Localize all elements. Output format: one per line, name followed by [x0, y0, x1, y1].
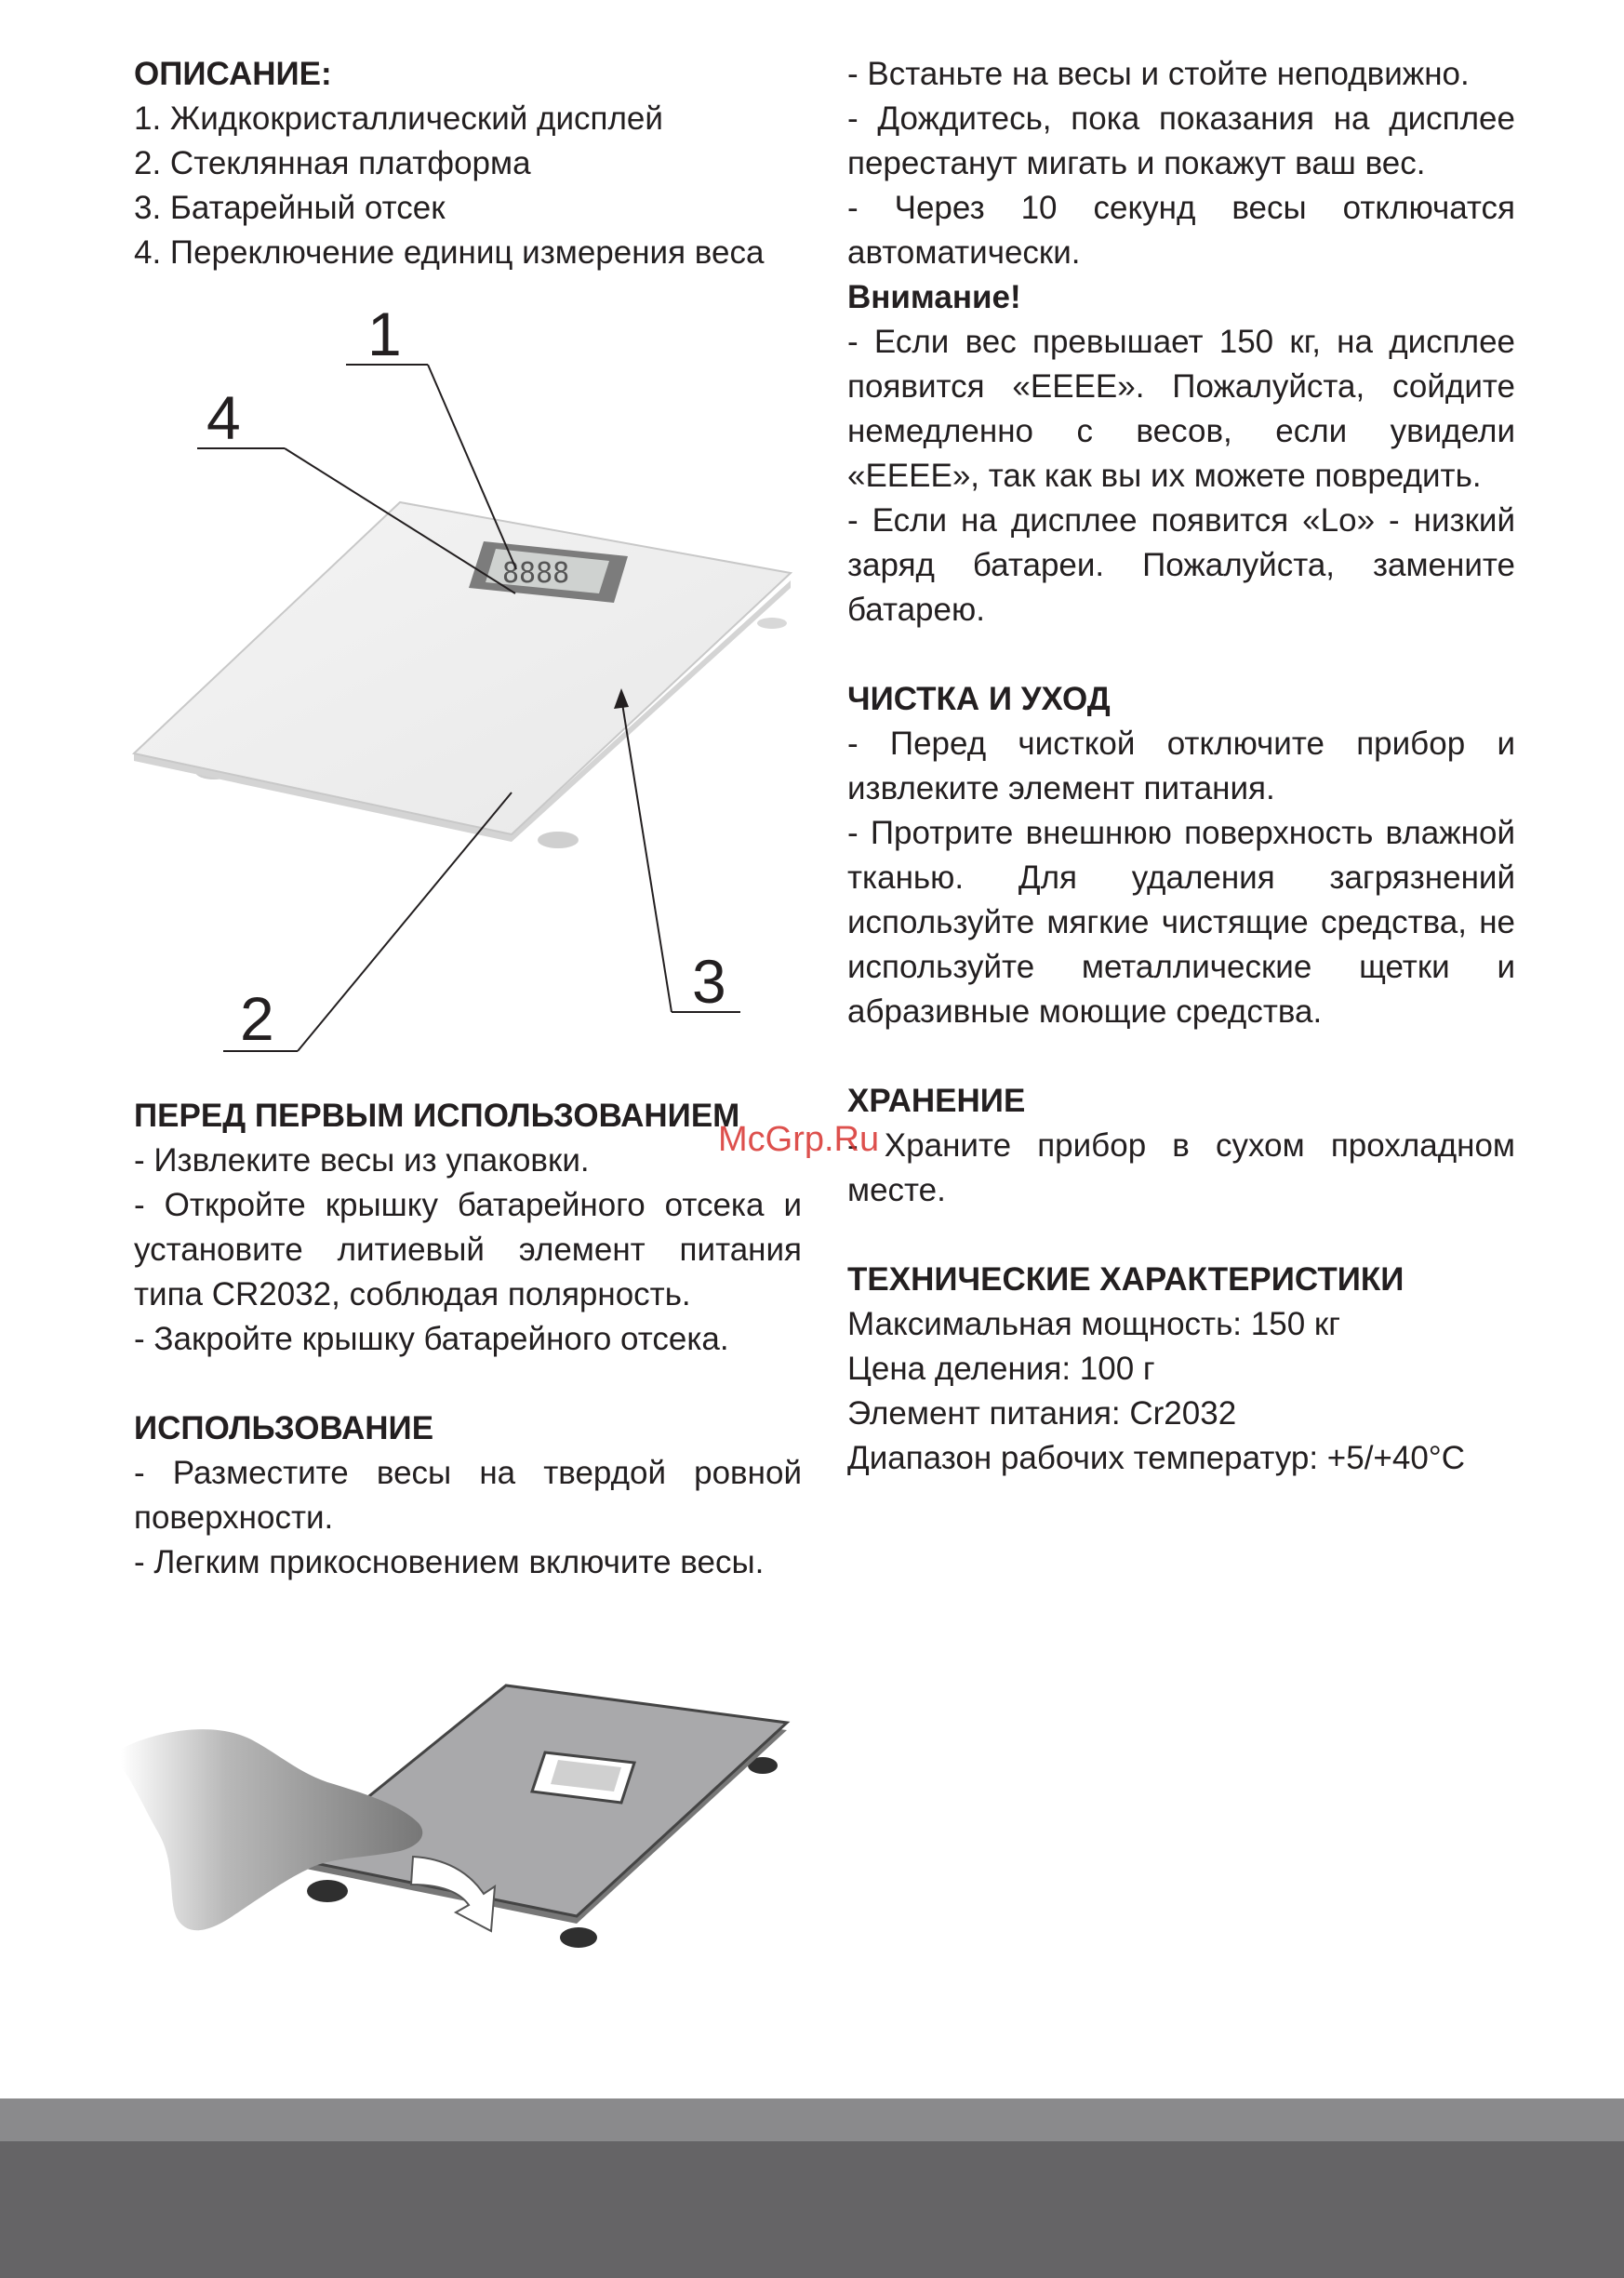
scale-foot: [757, 618, 787, 629]
cleaning-item: - Протрите внешнюю поверхность влажной тканью. Для удаления загрязнений используйте мягкие чистящие средства, не используйте металлические щетки и абразивные моющие средства.: [847, 815, 1515, 1030]
usage-item: - Разместите весы на твердой ровной поверхности.: [134, 1455, 802, 1536]
scale-foot: [560, 1927, 597, 1948]
usage-item: - Легким прикосновением включите весы.: [134, 1544, 765, 1580]
warning-heading: Внимание!: [847, 279, 1021, 315]
right-column: [847, 52, 1515, 1481]
cleaning-heading: ЧИСТКА И УХОД: [847, 681, 1111, 717]
storage-item: - Храните прибор в сухом прохладном месте.: [847, 1127, 1515, 1208]
description-item: 2. Стеклянная платформа: [134, 145, 531, 181]
description-heading: ОПИСАНИЕ:: [134, 56, 332, 92]
spec-item: Элемент питания: Cr2032: [847, 1395, 1237, 1432]
footer-band-dark: [0, 2141, 1624, 2278]
before-first-use-item: - Закройте крышку батарейного отсека.: [134, 1321, 729, 1357]
warning-item: - Если на дисплее появится «Lo» - низкий заряд батареи. Пожалуйста, замените батарею.: [847, 502, 1515, 628]
scale-diagram: [121, 298, 828, 1060]
usage-item: - Встаньте на весы и стойте неподвижно.: [847, 56, 1470, 92]
callout-label: 3: [692, 947, 726, 1016]
callout-label: 4: [206, 383, 241, 452]
scale-foot: [538, 832, 579, 848]
specs-heading: ТЕХНИЧЕСКИЕ ХАРАКТЕРИСТИКИ: [847, 1261, 1404, 1298]
lcd-digits: 8888: [502, 557, 570, 590]
before-first-use-item: - Извлеките весы из упаковки.: [134, 1142, 590, 1179]
spec-item: Диапазон рабочих температур: +5/+40°C: [847, 1440, 1466, 1476]
callout-label: 2: [240, 984, 274, 1053]
activation-illustration: [121, 1674, 809, 2046]
usage-heading: ИСПОЛЬЗОВАНИЕ: [134, 1410, 434, 1446]
watermark: McGrp.Ru: [718, 1120, 880, 1159]
warning-item: - Если вес превышает 150 кг, на дисплее появится «EEEE». Пожалуйста, сойдите немедленно с весов, если увидели «EEEE», так как вы их можете повредить.: [847, 324, 1515, 494]
callout-label: 1: [367, 300, 402, 368]
before-first-use-heading: ПЕРЕД ПЕРВЫМ ИСПОЛЬЗОВАНИЕМ: [134, 1098, 740, 1134]
description-item: 3. Батарейный отсек: [134, 190, 446, 226]
storage-heading: ХРАНЕНИЕ: [847, 1083, 1026, 1119]
cleaning-item: - Перед чисткой отключите прибор и извлеките элемент питания.: [847, 726, 1515, 806]
glass-platform: [134, 502, 791, 834]
foot-icon: [121, 1729, 422, 1930]
usage-item: - Дождитесь, пока показания на дисплее перестанут мигать и покажут ваш вес.: [847, 100, 1515, 181]
description-item: 1. Жидкокристаллический дисплей: [134, 100, 663, 137]
footer-band-light: [0, 2098, 1624, 2141]
before-first-use-item: - Откройте крышку батарейного отсека и установите литиевый элемент питания типа CR2032, соблюдая полярность.: [134, 1187, 802, 1312]
usage-item: - Через 10 секунд весы отключатся автоматически.: [847, 190, 1515, 271]
spec-item: Цена деления: 100 г: [847, 1351, 1155, 1387]
scale-foot: [307, 1880, 348, 1902]
description-item: 4. Переключение единиц измерения веса: [134, 234, 765, 271]
spec-item: Максимальная мощность: 150 кг: [847, 1306, 1340, 1342]
